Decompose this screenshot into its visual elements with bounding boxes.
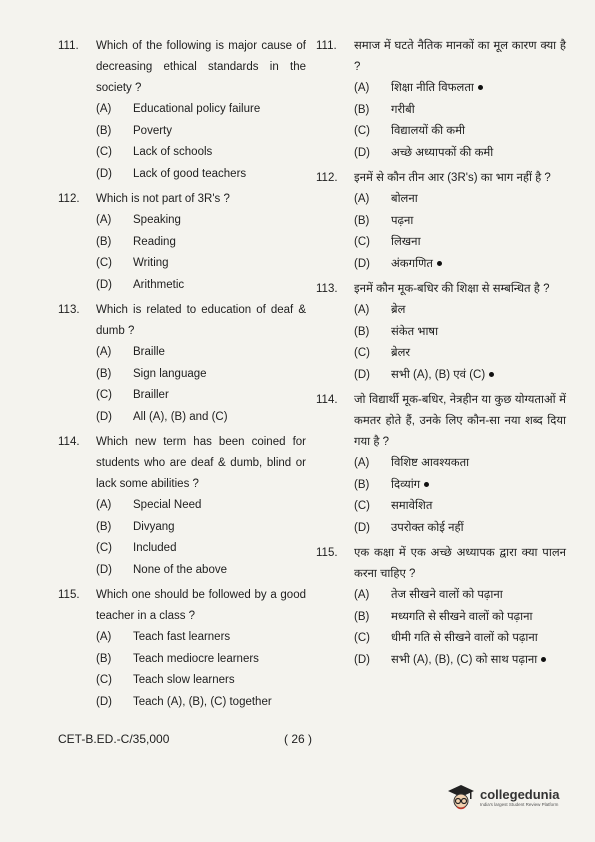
option-label: (D)	[354, 146, 370, 159]
question-number: 113.	[316, 283, 338, 295]
question-number: 114.	[58, 436, 80, 448]
question-block	[58, 189, 306, 296]
option-text: समावेशित	[391, 500, 433, 512]
option-row	[58, 517, 306, 539]
option-text: Speaking	[133, 214, 181, 226]
question-block	[58, 432, 306, 581]
option-row	[58, 627, 306, 649]
option-text: Arithmetic	[133, 278, 185, 291]
option-text: बोलना	[391, 193, 418, 205]
option-text: अच्छे अध्यापकों की कमी	[391, 146, 494, 159]
option-text: अंकगणित	[391, 257, 433, 270]
option-row	[58, 142, 306, 164]
option-row	[58, 210, 306, 232]
question-block	[316, 390, 566, 539]
option-label: (B)	[354, 478, 370, 491]
option-label: (B)	[96, 652, 112, 665]
option-text: विद्यालयों की कमी	[391, 125, 465, 137]
option-row	[58, 692, 306, 714]
option-label: (B)	[354, 214, 370, 227]
question-number: 115.	[316, 547, 338, 559]
option-label: (D)	[354, 368, 370, 381]
question-header	[316, 168, 566, 189]
page-number: ( 26 )	[284, 732, 313, 746]
brand-watermark	[446, 782, 559, 812]
question-block	[316, 279, 566, 386]
answer-mark-dot-icon	[424, 482, 429, 487]
option-label: (D)	[354, 521, 370, 534]
option-row	[316, 496, 566, 518]
option-text: पढ़ना	[391, 214, 414, 227]
option-text: Special Need	[133, 499, 202, 511]
option-text: लिखना	[391, 236, 421, 248]
option-row	[316, 189, 566, 211]
option-row	[58, 538, 306, 560]
option-row	[58, 164, 306, 186]
option-text: संकेत भाषा	[391, 325, 439, 338]
option-label: (C)	[96, 146, 112, 158]
option-label: (A)	[354, 82, 370, 94]
question-number: 114.	[316, 394, 338, 406]
option-row	[316, 650, 566, 672]
question-block	[58, 36, 306, 185]
option-text: सभी (A), (B) एवं (C)	[391, 368, 486, 381]
option-text: Braille	[133, 346, 165, 358]
option-text: Poverty	[133, 124, 172, 137]
option-label: (A)	[96, 103, 112, 115]
option-row	[58, 670, 306, 692]
option-row	[316, 343, 566, 365]
question-text: Which of the following is major cause of decreasing ethical standards in the society ?	[96, 40, 306, 94]
option-row	[58, 649, 306, 671]
option-label: (B)	[96, 235, 112, 248]
option-row	[316, 475, 566, 497]
option-text: मध्यगति से सीखने वालों को पढ़ाना	[391, 610, 533, 623]
option-row	[316, 322, 566, 344]
answer-mark-dot-icon	[489, 372, 494, 377]
option-text: Educational policy failure	[133, 103, 261, 115]
option-text: All (A), (B) and (C)	[133, 410, 228, 423]
option-row	[58, 99, 306, 121]
question-header	[58, 432, 306, 495]
answer-mark-dot-icon	[437, 261, 442, 266]
question-header	[316, 36, 566, 78]
option-row	[58, 385, 306, 407]
option-row	[58, 253, 306, 275]
option-label: (D)	[96, 278, 112, 291]
question-text: समाज में घटते नैतिक मानकों का मूल कारण क्या है ?	[354, 40, 566, 73]
option-text: Teach (A), (B), (C) together	[133, 695, 272, 708]
option-text: Lack of good teachers	[133, 167, 247, 180]
option-label: (A)	[96, 346, 112, 358]
option-label: (B)	[96, 124, 112, 137]
option-label: (C)	[96, 674, 112, 686]
question-text: Which is related to education of deaf & dumb ?	[96, 304, 306, 337]
option-label: (A)	[96, 214, 112, 226]
question-number: 111.	[316, 40, 337, 52]
option-label: (D)	[96, 410, 112, 423]
answer-mark-dot-icon	[541, 657, 546, 662]
option-text: धीमी गति से सीखने वालों को पढ़ाना	[391, 632, 538, 644]
option-label: (B)	[96, 520, 112, 533]
option-text: तेज सीखने वालों को पढ़ाना	[391, 589, 503, 601]
option-label: (D)	[354, 257, 370, 270]
option-label: (B)	[354, 103, 370, 116]
option-text: सभी (A), (B), (C) को साथ पढ़ाना	[391, 653, 538, 666]
option-label: (C)	[354, 236, 370, 248]
option-text: Teach fast learners	[133, 631, 231, 643]
question-block	[316, 543, 566, 671]
question-header	[58, 585, 306, 627]
option-label: (A)	[354, 193, 370, 205]
brand-name: collegedunia	[480, 787, 560, 802]
english-column	[58, 36, 306, 717]
question-text: Which new term has been coined for students who are deaf & dumb, blind or lack some abilities ?	[96, 436, 306, 490]
option-row	[58, 275, 306, 297]
option-row	[316, 365, 566, 387]
option-text: Brailler	[133, 389, 169, 401]
option-text: Teach mediocre learners	[133, 652, 259, 665]
option-row	[316, 518, 566, 540]
option-row	[58, 364, 306, 386]
option-text: शिक्षा नीति विफलता	[391, 82, 474, 94]
question-header	[58, 36, 306, 99]
option-row	[58, 560, 306, 582]
option-label: (D)	[96, 695, 112, 708]
answer-mark-dot-icon	[478, 85, 483, 90]
question-block	[316, 36, 566, 164]
option-row	[316, 607, 566, 629]
option-label: (C)	[354, 125, 370, 137]
question-text: इनमें कौन मूक-बधिर की शिक्षा से सम्बन्धित है ?	[354, 283, 550, 295]
option-text: Teach slow learners	[133, 674, 235, 686]
option-text: None of the above	[133, 563, 227, 576]
option-row	[316, 121, 566, 143]
graduate-logo-icon	[446, 782, 476, 812]
option-text: ब्रेल	[391, 304, 406, 316]
option-row	[58, 232, 306, 254]
option-row	[58, 342, 306, 364]
option-row	[316, 453, 566, 475]
option-row	[58, 121, 306, 143]
option-label: (A)	[96, 631, 112, 643]
option-text: दिव्यांग	[391, 478, 421, 491]
option-row	[316, 78, 566, 100]
option-text: Writing	[133, 257, 169, 269]
option-label: (C)	[96, 542, 112, 554]
hindi-column	[316, 36, 566, 675]
question-block	[316, 168, 566, 275]
question-header	[316, 390, 566, 453]
paper-code: CET-B.ED.-C/35,000	[58, 732, 170, 746]
option-row	[316, 100, 566, 122]
option-row	[316, 300, 566, 322]
option-text: Divyang	[133, 520, 175, 533]
option-text: Sign language	[133, 367, 207, 380]
option-label: (A)	[354, 457, 370, 469]
question-text: Which is not part of 3R's ?	[96, 193, 230, 205]
option-text: उपरोक्त कोई नहीं	[391, 521, 464, 534]
option-label: (D)	[96, 563, 112, 576]
option-label: (C)	[96, 389, 112, 401]
option-row	[316, 143, 566, 165]
question-header	[316, 279, 566, 300]
option-text: ब्रेलर	[391, 347, 411, 359]
question-header	[58, 300, 306, 342]
option-row	[316, 585, 566, 607]
question-number: 112.	[58, 193, 80, 205]
option-label: (D)	[96, 167, 112, 180]
brand-tagline: India's largest Student Review Platform	[480, 802, 559, 807]
question-number: 113.	[58, 304, 80, 316]
option-label: (A)	[354, 304, 370, 316]
question-number: 115.	[58, 589, 80, 601]
option-text: Lack of schools	[133, 146, 213, 158]
option-label: (B)	[354, 325, 370, 338]
question-number: 112.	[316, 172, 338, 184]
option-label: (C)	[96, 257, 112, 269]
question-block	[58, 585, 306, 713]
option-label: (A)	[354, 589, 370, 601]
option-text: गरीबी	[391, 103, 415, 116]
option-text: Included	[133, 542, 177, 554]
option-row	[316, 211, 566, 233]
question-text: एक कक्षा में एक अच्छे अध्यापक द्वारा क्या पालन करना चाहिए ?	[354, 547, 566, 580]
option-label: (C)	[354, 632, 370, 644]
option-text: Reading	[133, 235, 176, 248]
option-label: (A)	[96, 499, 112, 511]
option-label: (B)	[96, 367, 112, 380]
question-header	[58, 189, 306, 210]
question-text: इनमें से कौन तीन आर (3R's) का भाग नहीं है ?	[354, 172, 551, 184]
option-text: विशिष्ट आवश्यकता	[391, 457, 470, 469]
option-row	[58, 407, 306, 429]
question-text: Which one should be followed by a good teacher in a class ?	[96, 589, 306, 622]
question-header	[316, 543, 566, 585]
option-label: (D)	[354, 653, 370, 666]
option-row	[58, 495, 306, 517]
option-row	[316, 628, 566, 650]
question-block	[58, 300, 306, 428]
question-number: 111.	[58, 40, 79, 52]
option-row	[316, 232, 566, 254]
option-label: (B)	[354, 610, 370, 623]
question-text: जो विद्यार्थी मूक-बधिर, नेत्रहीन या कुछ योग्यताओं में कमतर होते हैं, उनके लिए कौन-सा नया शब्द दिया गया है ?	[354, 394, 566, 448]
option-row	[316, 254, 566, 276]
option-label: (C)	[354, 500, 370, 512]
option-label: (C)	[354, 347, 370, 359]
